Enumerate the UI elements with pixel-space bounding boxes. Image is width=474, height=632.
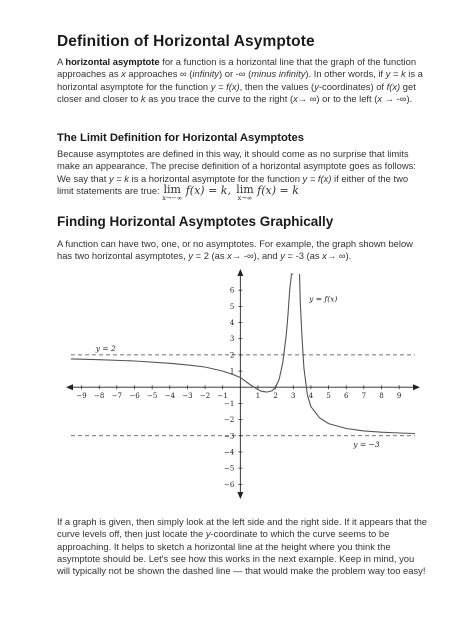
x-tick-label: −2 — [199, 392, 211, 401]
text: → -∞). — [382, 92, 413, 104]
text: A — [57, 56, 66, 67]
lim-text: lim — [236, 182, 254, 196]
y-tick-label: 1 — [229, 367, 235, 376]
text: is a horizontal asymptote for the function — [57, 68, 423, 92]
text: → -∞), and — [231, 250, 281, 262]
text: = -3 (as — [284, 250, 323, 262]
var: y = f(x) — [302, 172, 332, 184]
function-curve — [71, 274, 415, 434]
var: infinity — [192, 68, 219, 80]
lim-subscript: x→∞ — [237, 193, 253, 202]
x-tick-label: 1 — [255, 392, 261, 401]
var: x — [121, 68, 126, 80]
x-axis-arrow — [66, 384, 73, 390]
x-tick-label: 3 — [291, 392, 296, 401]
var: y — [205, 528, 211, 540]
x-tick-label: 2 — [273, 392, 278, 401]
y-tick-label: −4 — [224, 448, 235, 457]
text: , then the values ( — [239, 80, 315, 92]
var: y- — [314, 80, 322, 92]
text: = 2 (as — [193, 250, 228, 262]
x-tick-label: 5 — [326, 392, 331, 401]
x-tick-label: 4 — [308, 392, 314, 401]
lim-text: lim — [163, 182, 181, 196]
text: for a function is a horizontal line that the graph of the function approaches as — [57, 56, 417, 80]
lim-subscript: x→−∞ — [162, 193, 183, 202]
var: f(x) — [386, 80, 401, 92]
limit-definition-heading: The Limit Definition for Horizontal Asymptotes — [57, 132, 304, 144]
x-tick-label: −6 — [129, 392, 140, 401]
lim-expression: f(x) = k — [257, 183, 299, 197]
var: y — [280, 250, 285, 262]
var: y — [188, 250, 194, 262]
limit-definition-paragraph — [57, 148, 427, 203]
text: if either of the two limit statements are true: — [57, 172, 409, 196]
var: x — [377, 92, 383, 104]
y-tick-label: −5 — [224, 464, 235, 473]
text: as you trace the curve to the right ( — [145, 92, 294, 104]
page-title: Definition of Horizontal Asymptote — [57, 33, 315, 50]
explanation-paragraph — [57, 516, 427, 577]
lim-operator — [162, 182, 183, 203]
y-tick-label: −6 — [224, 480, 235, 489]
y-axis-arrow — [237, 492, 243, 499]
x-tick-label: −9 — [76, 392, 87, 401]
var: y = k — [385, 68, 406, 80]
text: approaches ∞ ( — [125, 68, 193, 80]
x-tick-label: 6 — [343, 392, 349, 401]
text: → ∞). — [326, 250, 352, 262]
x-tick-label: 7 — [361, 392, 367, 401]
curve-branch — [71, 274, 293, 392]
var: minus infinity — [251, 68, 306, 80]
text: coordinates) of — [322, 80, 387, 92]
x-tick-label: 9 — [396, 392, 402, 401]
y-tick-label: 3 — [229, 335, 235, 344]
text: is a horizontal asymptote for the function — [129, 172, 303, 184]
axes — [66, 269, 420, 499]
y-tick-label: −2 — [224, 416, 235, 425]
x-tick-label: −5 — [146, 392, 158, 401]
x-axis-arrow — [413, 384, 420, 390]
y-tick-label: 4 — [229, 319, 235, 328]
x-tick-label: −8 — [94, 392, 105, 401]
asymptote-graph — [63, 268, 423, 500]
asymptote-label: y = −3 — [353, 439, 380, 449]
limit-formula-2 — [236, 182, 299, 202]
series-label: y = f(x) — [309, 294, 338, 304]
text: ) or -∞ ( — [219, 68, 252, 80]
var: y = f(x) — [210, 80, 240, 92]
y-tick-label: −3 — [224, 432, 235, 441]
x-tick-label: −7 — [111, 392, 123, 401]
text: -coordinate to which the curve seems to be approaching. It helps to sketch a horizontal line at the height where you think the asymptote should be. Let's see how this works in the next example. Keep in mind, you will typically not be shown the dashed line — that would make the problem way too easy! — [57, 528, 426, 577]
text: ). In other words, if — [305, 68, 386, 80]
var: x — [227, 250, 232, 262]
lim-expression: f(x) = k, — [185, 183, 231, 197]
graphical-section-heading: Finding Horizontal Asymptotes Graphically — [57, 214, 334, 229]
lim-operator — [236, 182, 254, 203]
definition-paragraph — [57, 56, 427, 105]
graph-labels — [76, 287, 401, 489]
y-axis-arrow — [237, 269, 243, 276]
asymptote-label: y = 2 — [95, 343, 116, 353]
var: x — [322, 250, 327, 262]
text: → ∞) or to the left ( — [297, 92, 378, 104]
bold-term: horizontal asymptote — [65, 56, 160, 67]
text: A function can have two, one, or no asymptotes. For example, the graph shown below has two horizontal asymptotes, — [57, 238, 413, 262]
var: x — [293, 92, 298, 104]
text: get closer and closer to — [57, 80, 416, 104]
x-tick-label: 8 — [379, 392, 384, 401]
graphical-intro-paragraph — [57, 238, 427, 263]
text: If a graph is given, then simply look at the left side and the right side. If it appears that the curve levels off, then just locate the — [57, 516, 428, 540]
limit-formula-1 — [162, 182, 231, 202]
var: y = k — [108, 172, 129, 184]
x-tick-label: −4 — [164, 392, 175, 401]
y-tick-label: −1 — [224, 399, 235, 408]
y-tick-label: 6 — [229, 286, 235, 295]
y-tick-label: 2 — [229, 351, 235, 360]
y-tick-label: 5 — [229, 302, 235, 311]
x-tick-label: −1 — [217, 392, 228, 401]
x-tick-label: −3 — [182, 392, 193, 401]
text: Because asymptotes are defined in this way, it should come as no surprise that limits make an appearance. The precise definition of a horizontal asymptote goes as follows: We say that — [57, 148, 416, 184]
var: k — [140, 92, 146, 104]
